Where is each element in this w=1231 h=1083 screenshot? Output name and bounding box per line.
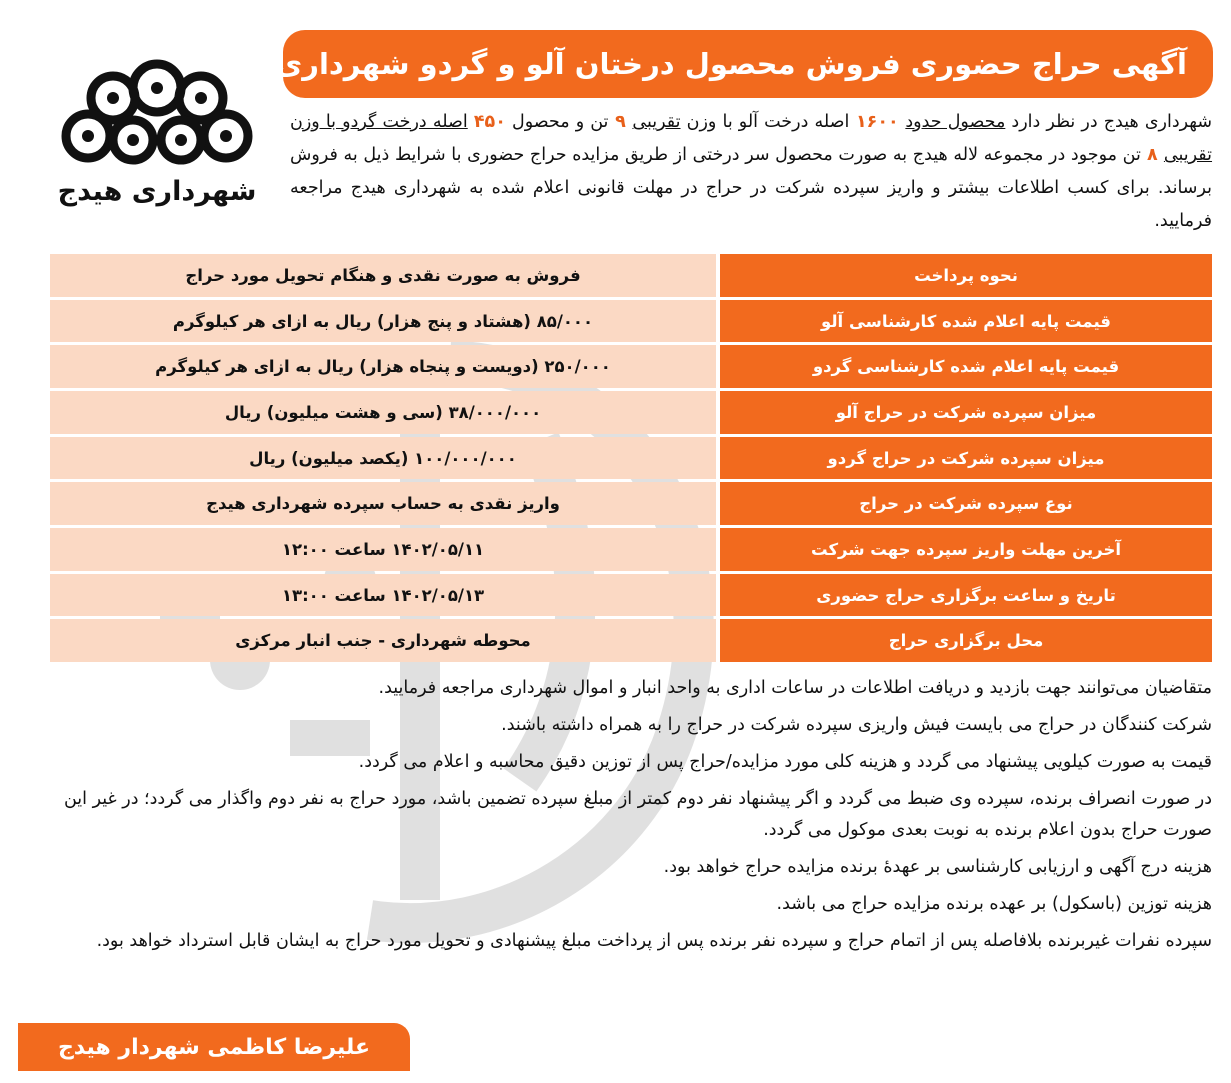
row-value: ۸۵/۰۰۰ (هشتاد و پنج هزار) ریال به ازای هر کیلوگرم bbox=[50, 300, 716, 343]
row-label: آخرین مهلت واریز سپرده جهت شرکت bbox=[720, 528, 1212, 571]
mayor-signature: علیرضا کاظمی شهردار هیدج bbox=[57, 1034, 371, 1060]
logo-emblem-icon bbox=[48, 48, 266, 178]
table-row bbox=[50, 528, 1212, 571]
weight-walnut: ۸ bbox=[1140, 145, 1164, 165]
table-row bbox=[50, 619, 1212, 662]
intro-text: تن و محصول bbox=[505, 112, 609, 132]
title-banner bbox=[275, 30, 1213, 98]
page-title: آگهی حراج حضوری فروش محصول درختان آلو و گردو شهرداری bbox=[275, 47, 1187, 81]
logo-text: شهرداری هیدج bbox=[57, 176, 257, 207]
intro-text: شهرداری هیدج در نظر دارد bbox=[1005, 112, 1213, 132]
table-row bbox=[50, 482, 1212, 525]
quantity-walnut-trees: ۴۵۰ bbox=[473, 112, 506, 132]
intro-underlined: تقریبی bbox=[632, 112, 681, 132]
row-label: نحوه پرداخت bbox=[720, 254, 1212, 297]
condition-item: هزینه درج آگهی و ارزیابی کارشناسی بر عهدهٔ برنده مزایده حراج خواهد بود. bbox=[663, 857, 1212, 877]
quantity-plum-trees: ۱۶۰۰ bbox=[849, 112, 906, 132]
table-row bbox=[50, 437, 1212, 480]
intro-paragraph bbox=[290, 106, 1212, 238]
row-value: ۳۸/۰۰۰/۰۰۰ (سی و هشت میلیون) ریال bbox=[50, 391, 716, 434]
row-value: ۱۰۰/۰۰۰/۰۰۰ (یکصد میلیون) ریال bbox=[50, 437, 716, 480]
condition-item: شرکت کنندگان در حراج می بایست فیش واریزی سپرده شرکت در حراج را به همراه داشته باشند. bbox=[501, 715, 1212, 735]
row-label: قیمت پایه اعلام شده کارشناسی گردو bbox=[720, 345, 1212, 388]
municipality-logo bbox=[48, 48, 266, 218]
row-value: ۱۴۰۲/۰۵/۱۱ ساعت ۱۲:۰۰ bbox=[50, 528, 716, 571]
table-row bbox=[50, 254, 1212, 297]
row-value: ۱۴۰۲/۰۵/۱۳ ساعت ۱۳:۰۰ bbox=[50, 574, 716, 617]
intro-underlined: اصله درخت گردو با وزن تقریبی bbox=[290, 112, 1213, 165]
condition-item: در صورت انصراف برنده، سپرده وی ضبط می گردد و اگر پیشنهاد نفر دوم کمتر از مبلغ سپرده تضمین باشد، مورد حراج به نفر دوم واگذار می گردد؛ در غیر این صورت حراج بدون اعلام برنده به نوبت بعدی موکول می گردد. bbox=[63, 789, 1212, 840]
condition-item: متقاضیان می‌توانند جهت بازدید و دریافت اطلاعات در ساعات اداری به واحد انبار و اموال شهرداری مراجعه فرمایید. bbox=[378, 678, 1212, 698]
row-value: فروش به صورت نقدی و هنگام تحویل مورد حراج bbox=[50, 254, 716, 297]
row-label: میزان سپرده شرکت در حراج گردو bbox=[720, 437, 1212, 480]
intro-text: اصله درخت آلو با وزن bbox=[680, 112, 850, 132]
row-label: نوع سپرده شرکت در حراج bbox=[720, 482, 1212, 525]
condition-item: قیمت به صورت کیلویی پیشنهاد می گردد و هزینه کلی مورد مزایده/حراج پس از توزین دقیق محاسبه و اعلام می گردد. bbox=[358, 752, 1212, 772]
condition-item: هزینه توزین (باسکول) بر عهده برنده مزایده حراج می باشد. bbox=[776, 894, 1212, 914]
row-label: قیمت پایه اعلام شده کارشناسی آلو bbox=[720, 300, 1212, 343]
table-row bbox=[50, 345, 1212, 388]
signature-banner bbox=[18, 1023, 410, 1071]
row-label: تاریخ و ساعت برگزاری حراج حضوری bbox=[720, 574, 1212, 617]
table-row bbox=[50, 300, 1212, 343]
auction-details-table bbox=[50, 254, 1212, 662]
row-value: ۲۵۰/۰۰۰ (دویست و پنجاه هزار) ریال به ازای هر کیلوگرم bbox=[50, 345, 716, 388]
table-row bbox=[50, 574, 1212, 617]
row-value: محوطه شهرداری - جنب انبار مرکزی bbox=[50, 619, 716, 662]
weight-plum: ۹ bbox=[608, 112, 633, 132]
row-value: واریز نقدی به حساب سپرده شهرداری هیدج bbox=[50, 482, 716, 525]
intro-text: تن موجود در مجموعه لاله هیدج به صورت محصول سر درختی از طریق مزایده حراج حضوری با شرایط ذیل به فروش برساند. برای کسب اطلاعات بیشتر و واریز سپرده شرکت در حراج در مهلت قانونی اعلام شده به شهرداری هیدج مراجعه فرمایید. bbox=[290, 145, 1212, 231]
table-row bbox=[50, 391, 1212, 434]
condition-item: سپرده نفرات غیربرنده بلافاصله پس از اتمام حراج و سپرده نفر برنده پس از پرداخت مبلغ پیشنهادی و تحویل مورد حراج به ایشان قابل استرداد خواهد بود. bbox=[96, 931, 1212, 951]
conditions-list bbox=[40, 673, 1212, 963]
intro-underlined: محصول حدود bbox=[905, 112, 1006, 132]
row-label: میزان سپرده شرکت در حراج آلو bbox=[720, 391, 1212, 434]
row-label: محل برگزاری حراج bbox=[720, 619, 1212, 662]
